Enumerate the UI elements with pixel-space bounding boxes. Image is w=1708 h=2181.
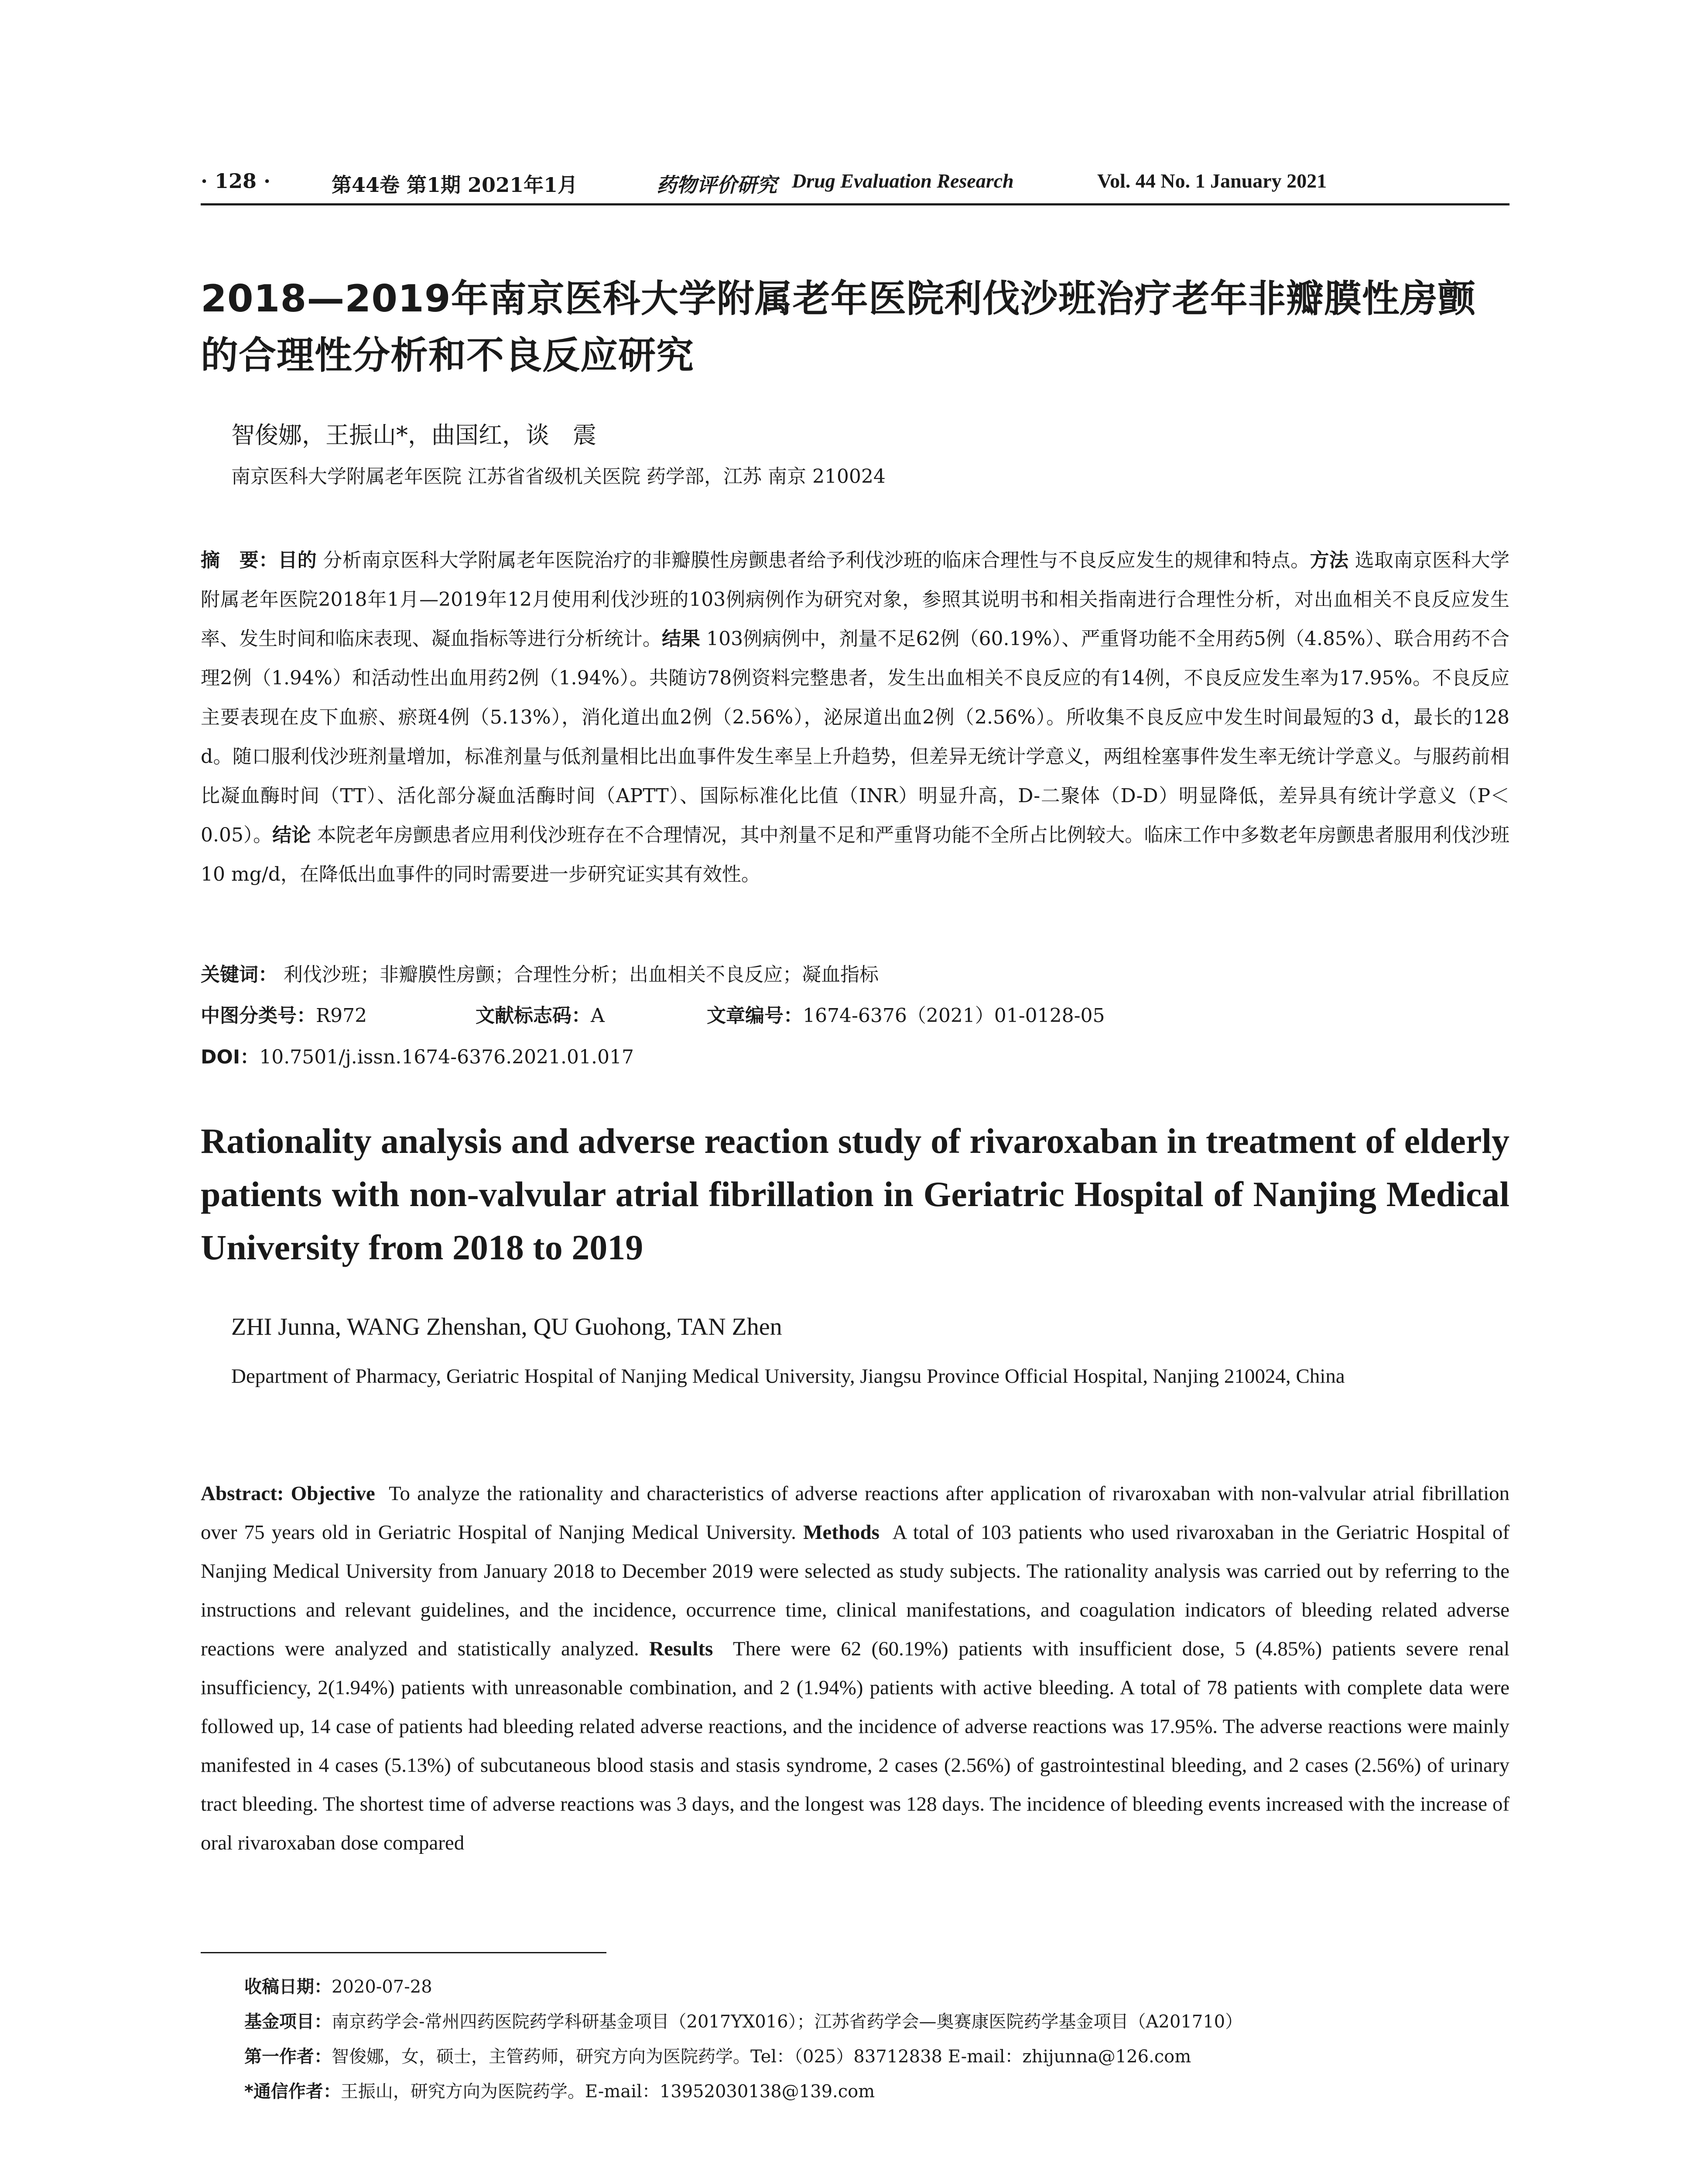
doc-code-label: 文献标志码：	[476, 1005, 591, 1027]
article-number-label: 文章编号：	[707, 1005, 803, 1027]
abstract-cn	[201, 541, 1509, 894]
journal-logo: 药物评价研究	[657, 173, 777, 197]
keywords-label: 关键词：	[201, 964, 277, 986]
doi-label: DOI：	[201, 1046, 260, 1068]
authors-cn: 智俊娜，王振山*，曲国红，谈 震	[231, 421, 596, 449]
journal-page	[201, 0, 1509, 2181]
article-number: 1674-6376（2021）01-0128-05	[803, 1005, 1105, 1027]
objective-label-en: Objective	[291, 1482, 375, 1505]
objective-label-cn: 目的	[278, 549, 317, 571]
keywords-cn	[201, 959, 879, 987]
corresponding-author-info	[244, 2074, 1242, 2109]
affiliation-cn: 南京医科大学附属老年医院 江苏省省级机关医院 药学部，江苏 南京 210024	[231, 465, 886, 488]
footnotes	[244, 1969, 1242, 2109]
results-label-en: Results	[649, 1637, 713, 1660]
clc-label: 中图分类号：	[201, 1005, 316, 1027]
volume-issue-en: Vol. 44 No. 1 January 2021	[1097, 170, 1327, 192]
corresponding-label: *通信作者：	[244, 2082, 341, 2102]
abstract-en	[201, 1474, 1509, 1863]
corresponding-value: 王振山，研究方向为医院药学。E-mail：13952030138@139.com	[340, 2082, 875, 2102]
received-date	[244, 1969, 1242, 2004]
conclusion-label-cn: 结论	[272, 824, 311, 846]
abstract-label-en: Abstract:	[201, 1482, 284, 1505]
volume-issue-cn: 第44卷 第1期 2021年1月	[332, 173, 578, 197]
first-author-value: 智俊娜，女，硕士，主管药师，研究方向为医院药学。Tel：（025）83712838 E-mail：zhijunna@126.com	[332, 2047, 1191, 2067]
fund-label: 基金项目：	[244, 2012, 332, 2032]
objective-text-cn: 分析南京医科大学附属老年医院治疗的非瓣膜性房颤患者给予利伐沙班的临床合理性与不良反应发生的规律和特点。	[323, 549, 1310, 571]
header-divider	[201, 203, 1509, 205]
received-label: 收稿日期：	[244, 1977, 332, 1997]
page-number: · 128 ·	[201, 169, 271, 193]
received-value: 2020-07-28	[332, 1977, 432, 1997]
article-title-cn: 2018—2019年南京医科大学附属老年医院利伐沙班治疗老年非瓣膜性房颤的合理性分析和不良反应研究	[201, 277, 1476, 377]
abstract-label-cn: 摘 要：	[201, 549, 278, 571]
results-text-en: There were 62 (60.19%) patients with insufficient dose, 5 (4.85%) patients severe renal insufficiency, 2(1.94%) patients with unreasonable combination, and 2 (1.94%) patients with active bleeding. A total of 78 patients with complete data were followed up, 14 case of patients had bleeding related adverse reactions, and the incidence of adverse reactions was 17.95%. The adverse reactions were mainly manifested in 4 cases (5.13%) of subcutaneous blood stasis and stasis syndrome, 2 cases (2.56%) of gastrointestinal bleeding, and 2 cases (2.56%) of urinary tract bleeding. The shortest time of adverse reactions was 3 days, and the longest was 128 days. The incidence of bleeding events increased with the increase of oral rivaroxaban dose compared	[201, 1637, 1510, 1854]
results-label-cn: 结果	[661, 628, 701, 650]
methods-label-en: Methods	[803, 1521, 880, 1544]
classification-line	[201, 1000, 1105, 1028]
objective-text-en: To analyze the rationality and characteristics of adverse reactions after application of rivaroxaban with non-valvular atrial fibrillation over 75 years old in Geriatric Hospital of Nanjing Medical University.	[201, 1482, 1509, 1544]
affiliation-en: Department of Pharmacy, Geriatric Hospital of Nanjing Medical University, Jiangsu Province Official Hospital, Nanjing 210024, China	[231, 1365, 1345, 1388]
methods-text-en: A total of 103 patients who used rivaroxaban in the Geriatric Hospital of Nanjing Medical University from January 2018 to December 2019 were selected as study subjects. The rationality analysis was carried out by referring to the instructions and relevant guidelines, and the incidence, occurrence time, clinical manifestations, and coagulation indicators of bleeding related adverse reactions were analyzed and statistically analyzed.	[201, 1521, 1509, 1660]
methods-text-cn: 选取南京医科大学附属老年医院2018年1月—2019年12月使用利伐沙班的103例病例作为研究对象，参照其说明书和相关指南进行合理性分析，对出血相关不良反应发生率、发生时间和临床表现、凝血指标等进行分析统计。	[201, 549, 1510, 650]
first-author-label: 第一作者：	[244, 2047, 332, 2067]
clc-number: R972	[316, 1005, 367, 1027]
fund-info	[244, 2004, 1242, 2039]
authors-en: ZHI Junna, WANG Zhenshan, QU Guohong, TAN Zhen	[231, 1313, 782, 1340]
doi-line	[201, 1041, 634, 1069]
conclusion-text-cn: 本院老年房颤患者应用利伐沙班存在不合理情况，其中剂量不足和严重肾功能不全所占比例较大。临床工作中多数老年房颤患者服用利伐沙班10 mg/d，在降低出血事件的同时需要进一步研究证实其有效性。	[201, 824, 1510, 885]
results-text-cn: 103例病例中，剂量不足62例（60.19%）、严重肾功能不全用药5例（4.85%）、联合用药不合理2例（1.94%）和活动性出血用药2例（1.94%）。共随访78例资料完整患者，发生出血相关不良反应的有14例，不良反应发生率为17.95%。不良反应主要表现在皮下血瘀、瘀斑4例（5.13%），消化道出血2例（2.56%），泌尿道出血2例（2.56%）。所收集不良反应中发生时间最短的3 d，最长的128 d。随口服利伐沙班剂量增加，标准剂量与低剂量相比出血事件发生率呈上升趋势，但差异无统计学意义，两组栓塞事件发生率无统计学意义。与服药前相比凝血酶时间（TT）、活化部分凝血活酶时间（APTT）、国际标准化比值（INR）明显升高，D-二聚体（D-D）明显降低，差异具有统计学意义（P＜0.05）。	[201, 628, 1510, 846]
first-author-info	[244, 2039, 1242, 2074]
keywords-text: 利伐沙班；非瓣膜性房颤；合理性分析；出血相关不良反应；凝血指标	[284, 964, 879, 986]
journal-name-en: Drug Evaluation Research	[792, 170, 1014, 192]
doi-value[interactable]: 10.7501/j.issn.1674-6376.2021.01.017	[259, 1046, 634, 1068]
article-title-en: Rationality analysis and adverse reaction study of rivaroxaban in treatment of elderly patients with non-valvular atrial fibrillation in Geriatric Hospital of Nanjing Medical University from 2018 to 2019	[201, 1121, 1509, 1267]
running-header	[201, 166, 1509, 201]
footnote-divider	[201, 1952, 606, 1953]
doc-code: A	[591, 1005, 605, 1027]
methods-label-cn: 方法	[1310, 549, 1349, 571]
fund-value: 南京药学会-常州四药医院药学科研基金项目（2017YX016）；江苏省药学会—奥赛康医院药学基金项目（A201710）	[332, 2012, 1243, 2032]
